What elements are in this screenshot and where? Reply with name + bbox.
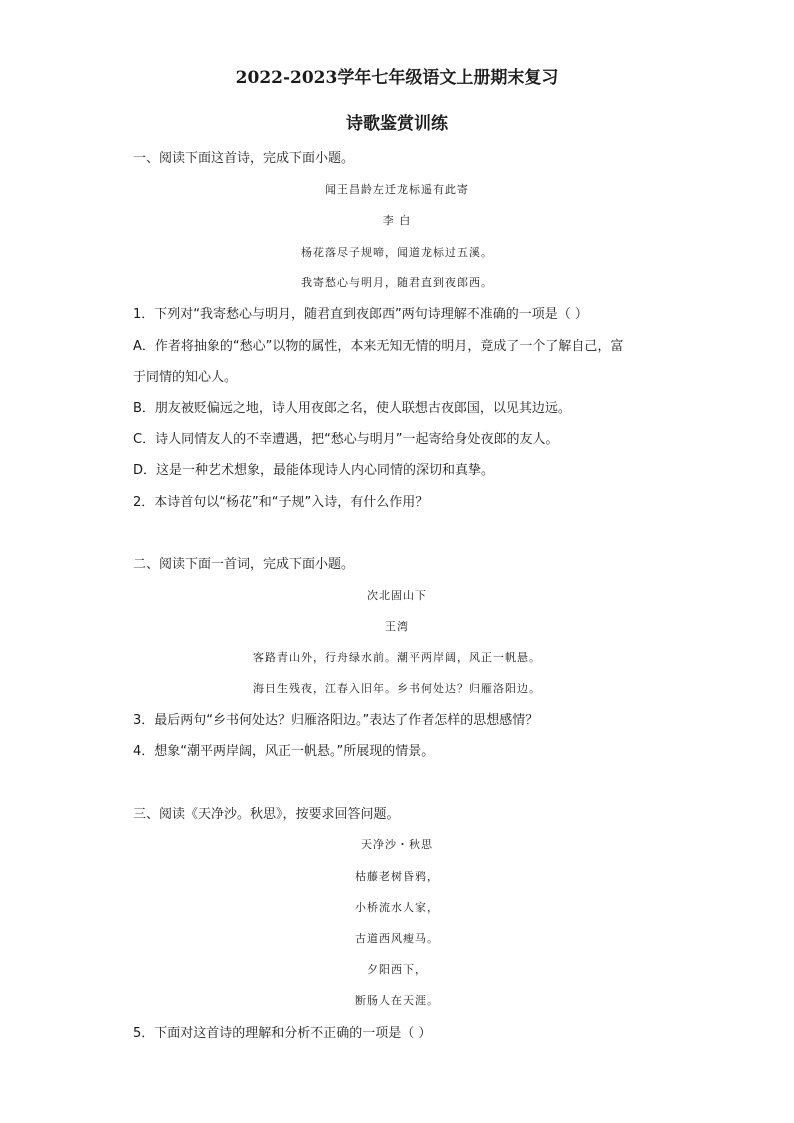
question-1-option-c: C．诗人同情友人的不幸遭遇，把“愁心与明月”一起寄给身处夜郎的友人。 bbox=[133, 432, 559, 447]
poem3-line: 枯藤老树昏鸦， bbox=[355, 870, 439, 883]
document-subtitle: 诗歌鉴赏训练 bbox=[346, 114, 448, 134]
question-1-option-a: A．作者将抽象的“愁心”以物的属性，本来无知无情的明月，竟成了一个了解自己，富 bbox=[133, 339, 624, 354]
poem3-line: 小桥流水人家， bbox=[355, 901, 439, 914]
question-1-option-a-cont: 于同情的知心人。 bbox=[133, 370, 238, 385]
poem3-line: 夕阳西下， bbox=[367, 963, 427, 976]
question-1-option-d: D．这是一种艺术想象，最能体现诗人内心同情的深切和真挚。 bbox=[133, 463, 495, 478]
poem1-author: 李 白 bbox=[382, 214, 412, 227]
section1-heading: 一、阅读下面这首诗，完成下面小题。 bbox=[133, 151, 355, 166]
poem3-title: 天净沙・秋思 bbox=[361, 838, 433, 851]
question-3: 3．最后两句“乡书何处达？归雁洛阳边。”表达了作者怎样的思想感情？ bbox=[133, 713, 539, 728]
document-title: 2022-2023学年七年级语文上册期末复习 bbox=[235, 68, 559, 88]
poem2-line: 海日生残夜，江春入旧年。乡书何处达？归雁洛阳边。 bbox=[253, 682, 541, 695]
question-2: 2．本诗首句以“杨花”和“子规”入诗，有什么作用？ bbox=[133, 495, 429, 510]
poem3-line: 古道西风瘦马。 bbox=[355, 932, 439, 945]
question-1-stem: 1．下列对“我寄愁心与明月，随君直到夜郎西”两句诗理解不准确的一项是（ ） bbox=[133, 307, 588, 322]
question-4: 4．想象“潮平两岸阔，风正一帆悬。”所展现的情景。 bbox=[133, 744, 435, 759]
question-5: 5．下面对这首诗的理解和分析不正确的一项是（ ） bbox=[133, 1026, 432, 1041]
poem2-title: 次北固山下 bbox=[367, 589, 427, 602]
question-1-option-b: B．朋友被贬偏远之地，诗人用夜郎之名，使人联想古夜郎国，以见其边远。 bbox=[133, 401, 571, 416]
section2-heading: 二、阅读下面一首词，完成下面小题。 bbox=[133, 557, 355, 572]
poem2-line: 客路青山外，行舟绿水前。潮平两岸阔，风正一帆悬。 bbox=[253, 651, 541, 664]
poem1-line: 我寄愁心与明月，随君直到夜郎西。 bbox=[301, 276, 493, 289]
poem1-title: 闻王昌龄左迁龙标遥有此寄 bbox=[325, 183, 469, 196]
poem3-line: 断肠人在天涯。 bbox=[355, 994, 439, 1007]
section3-heading: 三、阅读《天净沙。秋思》，按要求回答问题。 bbox=[133, 807, 400, 822]
poem2-author: 王湾 bbox=[385, 620, 409, 633]
poem1-line: 杨花落尽子规啼，闻道龙标过五溪。 bbox=[301, 246, 493, 259]
